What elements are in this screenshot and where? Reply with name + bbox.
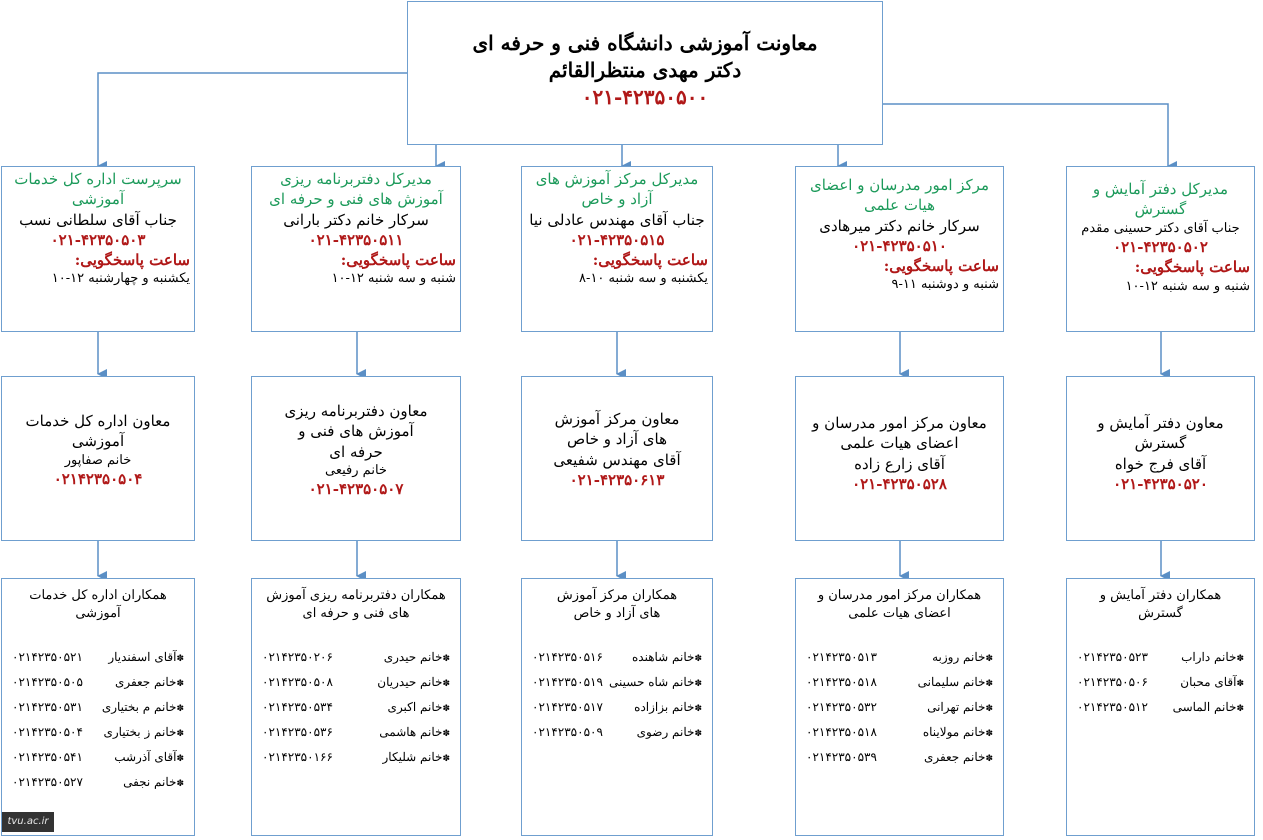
staff-row	[4, 771, 192, 796]
staff-box-development	[1066, 578, 1255, 836]
staff-list	[798, 646, 1001, 771]
staff-title: همکاران اداره کل خدمات آموزشی	[29, 588, 167, 621]
staff-name: ✽ خانم رضوی	[637, 721, 702, 746]
staff-phone: ۰۲۱۴۲۳۵۰۵۴۱	[12, 750, 83, 765]
manager-name: جناب آقای مهندس عادلی نیا	[529, 210, 705, 229]
top-name: دکتر مهدی منتظرالقائم	[548, 58, 742, 82]
staff-name: ✽ آقای آذرشب	[114, 746, 184, 771]
staff-row	[4, 646, 192, 671]
staff-name: ✽ خانم حیدری	[384, 646, 450, 671]
deputy-phone: ۰۲۱-۴۲۳۵۰۶۱۳	[569, 470, 665, 489]
staff-box-free-education	[521, 578, 713, 836]
manager-box-faculty	[795, 166, 1004, 332]
staff-name: ✽ خانم مولایناه	[923, 721, 993, 746]
staff-name: ✽ آقای اسفندیار	[108, 646, 184, 671]
staff-row	[254, 746, 458, 771]
top-title: معاونت آموزشی دانشگاه فنی و حرفه ای	[472, 31, 818, 55]
staff-row	[524, 671, 710, 696]
hours: شنبه و سه شنبه ۱۲-۱۰	[331, 271, 456, 287]
staff-phone: ۰۲۱۴۲۳۵۰۵۳۶	[262, 725, 333, 740]
deputy-box-planning	[251, 376, 461, 541]
deputy-title: معاون اداره کل خدمات آموزشی	[25, 412, 171, 451]
staff-name: ✽ خانم الماسی	[1173, 696, 1244, 721]
staff-name: ✽ خانم نجفی	[123, 771, 184, 796]
deputy-name: خانم صفاپور	[64, 452, 132, 468]
staff-phone: ۰۲۱۴۲۳۵۰۵۳۱	[12, 700, 83, 715]
hours: شنبه و دوشنبه ۱۱-۹	[891, 277, 999, 293]
manager-box-planning	[251, 166, 461, 332]
staff-title: همکاران دفتر آمایش و گسترش	[1099, 588, 1222, 621]
manager-title: مدیرکل مرکز آموزش های آزاد و خاص	[535, 170, 699, 209]
staff-name: ✽ خانم شلیکار	[383, 746, 451, 771]
staff-list	[1069, 646, 1252, 721]
staff-list	[4, 646, 192, 796]
staff-title: همکاران مرکز امور مدرسان و اعضای هیات علمی	[817, 588, 982, 621]
staff-name: ✽ خانم داراب	[1181, 646, 1244, 671]
manager-title: مرکز امور مدرسان و اعضای هیات علمی	[810, 176, 989, 215]
hours: شنبه و سه شنبه ۱۲-۱۰	[1125, 278, 1250, 294]
staff-phone: ۰۲۱۴۲۳۵۰۵۲۳	[1077, 650, 1148, 665]
staff-row	[254, 646, 458, 671]
deputy-phone: ۰۲۱-۴۲۳۵۰۵۲۰	[1113, 474, 1208, 493]
staff-row	[1069, 671, 1252, 696]
staff-phone: ۰۲۱۴۲۳۵۰۵۱۹	[532, 675, 603, 690]
staff-row	[254, 671, 458, 696]
staff-phone: ۰۲۱۴۲۳۵۰۵۰۹	[532, 725, 603, 740]
staff-row	[254, 696, 458, 721]
staff-list	[524, 646, 710, 746]
staff-name: ✽ خانم جعفری	[115, 671, 184, 696]
staff-row	[4, 746, 192, 771]
staff-name: ✽ آقای محبان	[1180, 671, 1244, 696]
manager-name: سرکار خانم دکتر میرهادی	[819, 216, 980, 235]
staff-name: ✽ خانم هاشمی	[379, 721, 450, 746]
staff-phone: ۰۲۱۴۲۳۵۰۵۰۴	[12, 725, 83, 740]
staff-name: ✽ خانم م بختیاری	[102, 696, 184, 721]
deputy-box-services	[1, 376, 195, 541]
staff-phone: ۰۲۱۴۲۳۵۰۵۱۳	[806, 650, 877, 665]
staff-box-faculty	[795, 578, 1004, 836]
hours-label: ساعت پاسخگویی:	[883, 257, 999, 275]
staff-name: ✽ خانم جعفری	[924, 746, 993, 771]
staff-name: ✽ خانم روزبه	[932, 646, 993, 671]
staff-phone: ۰۲۱۴۲۳۵۰۵۱۸	[806, 725, 877, 740]
deputy-title: معاون مرکز آموزش های آزاد و خاص	[554, 410, 680, 449]
staff-row	[4, 696, 192, 721]
staff-row	[4, 671, 192, 696]
deputy-name: آقای زارع زاده	[854, 454, 945, 473]
manager-phone: ۰۲۱-۴۲۳۵۰۵۰۳	[50, 230, 146, 249]
top-phone: ۰۲۱-۴۲۳۵۰۵۰۰	[581, 85, 709, 109]
staff-box-planning	[251, 578, 461, 836]
staff-title: همکاران مرکز آموزش های آزاد و خاص	[556, 588, 678, 621]
hours-label: ساعت پاسخگویی:	[592, 251, 708, 269]
manager-title: مدیرکل دفتر آمایش و گسترش	[1092, 180, 1229, 219]
manager-name: جناب آقای دکتر حسینی مقدم	[1081, 220, 1240, 236]
manager-box-free-education	[521, 166, 713, 332]
staff-phone: ۰۲۱۴۲۳۵۰۵۱۷	[532, 700, 603, 715]
manager-phone: ۰۲۱-۴۲۳۵۰۵۱۱	[308, 230, 404, 249]
staff-name: ✽ خانم سلیمانی	[918, 671, 993, 696]
staff-row	[798, 746, 1001, 771]
staff-box-services	[1, 578, 195, 836]
staff-phone: ۰۲۱۴۲۳۵۰۱۶۶	[262, 750, 333, 765]
manager-title: مدیرکل دفتربرنامه ریزی آموزش های فنی و حرفه ای	[269, 170, 443, 209]
staff-name: ✽ خانم بزازاده	[634, 696, 702, 721]
manager-phone: ۰۲۱-۴۲۳۵۰۵۱۰	[852, 236, 947, 255]
staff-row	[1069, 696, 1252, 721]
staff-row	[798, 671, 1001, 696]
staff-row	[524, 646, 710, 671]
hours: یکشنبه و چهارشنبه ۱۲-۱۰	[51, 271, 190, 287]
staff-name: ✽ خانم شاهنده	[632, 646, 702, 671]
staff-phone: ۰۲۱۴۲۳۵۰۵۳۴	[262, 700, 333, 715]
hours-label: ساعت پاسخگویی:	[1134, 258, 1250, 277]
deputy-phone: ۰۲۱-۴۲۳۵۰۵۰۷	[308, 480, 404, 499]
staff-name: ✽ خانم اکبری	[388, 696, 450, 721]
hours: یکشنبه و سه شنبه ۱۰-۸	[579, 271, 708, 287]
hours-label: ساعت پاسخگویی:	[74, 251, 190, 269]
deputy-name: آقای فرج خواه	[1114, 454, 1207, 473]
manager-box-services	[1, 166, 195, 332]
staff-row	[798, 696, 1001, 721]
manager-title: سرپرست اداره کل خدمات آموزشی	[14, 170, 182, 209]
staff-phone: ۰۲۱۴۲۳۵۰۵۳۹	[806, 750, 877, 765]
staff-name: ✽ خانم تهرانی	[927, 696, 993, 721]
staff-title: همکاران دفتربرنامه ریزی آموزش های فنی و حرفه ای	[266, 588, 446, 621]
deputy-name: آقای مهندس شفیعی	[553, 450, 681, 469]
staff-phone: ۰۲۱۴۲۳۵۰۵۱۸	[806, 675, 877, 690]
manager-phone: ۰۲۱-۴۲۳۵۰۵۱۵	[569, 230, 665, 249]
manager-box-development	[1066, 166, 1255, 332]
staff-row	[524, 721, 710, 746]
staff-row	[524, 696, 710, 721]
deputy-phone: ۰۲۱-۴۲۳۵۰۵۲۸	[852, 474, 947, 493]
hours-label: ساعت پاسخگویی:	[340, 251, 456, 269]
staff-row	[4, 721, 192, 746]
manager-name: جناب آقای سلطانی نسب	[19, 210, 177, 229]
staff-phone: ۰۲۱۴۲۳۵۰۵۱۲	[1077, 700, 1148, 715]
staff-name: ✽ خانم ز بختیاری	[103, 721, 184, 746]
staff-row	[254, 721, 458, 746]
staff-name: ✽ خانم شاه حسینی	[609, 671, 702, 696]
staff-phone: ۰۲۱۴۲۳۵۰۵۰۵	[12, 675, 83, 690]
deputy-title: معاون مرکز امور مدرسان و اعضای هیات علمی	[812, 414, 987, 453]
staff-phone: ۰۲۱۴۲۳۵۰۵۰۶	[1077, 675, 1148, 690]
deputy-name: خانم رفیعی	[325, 462, 387, 478]
manager-name: سرکار خانم دکتر بارانی	[283, 210, 429, 229]
staff-list	[254, 646, 458, 771]
manager-phone: ۰۲۱-۴۲۳۵۰۵۰۲	[1113, 238, 1208, 257]
staff-phone: ۰۲۱۴۲۳۵۰۲۰۶	[262, 650, 333, 665]
staff-row	[798, 646, 1001, 671]
deputy-box-development	[1066, 376, 1255, 541]
deputy-box-faculty	[795, 376, 1004, 541]
staff-name: ✽ خانم حیدریان	[377, 671, 450, 696]
staff-phone: ۰۲۱۴۲۳۵۰۵۳۲	[806, 700, 877, 715]
top-box	[407, 1, 883, 145]
site-logo: tvu.ac.ir	[2, 812, 54, 832]
staff-row	[1069, 646, 1252, 671]
staff-row	[798, 721, 1001, 746]
staff-phone: ۰۲۱۴۲۳۵۰۵۱۶	[532, 650, 603, 665]
deputy-title: معاون دفتربرنامه ریزی آموزش های فنی و حرفه ای	[284, 402, 428, 461]
deputy-box-free-education	[521, 376, 713, 541]
staff-phone: ۰۲۱۴۲۳۵۰۵۲۷	[12, 775, 83, 790]
deputy-phone: ۰۲۱۴۲۳۵۰۵۰۴	[53, 470, 143, 489]
deputy-title: معاون دفتر آمایش و گسترش	[1097, 414, 1224, 453]
staff-phone: ۰۲۱۴۲۳۵۰۵۰۸	[262, 675, 333, 690]
staff-phone: ۰۲۱۴۲۳۵۰۵۲۱	[12, 650, 83, 665]
